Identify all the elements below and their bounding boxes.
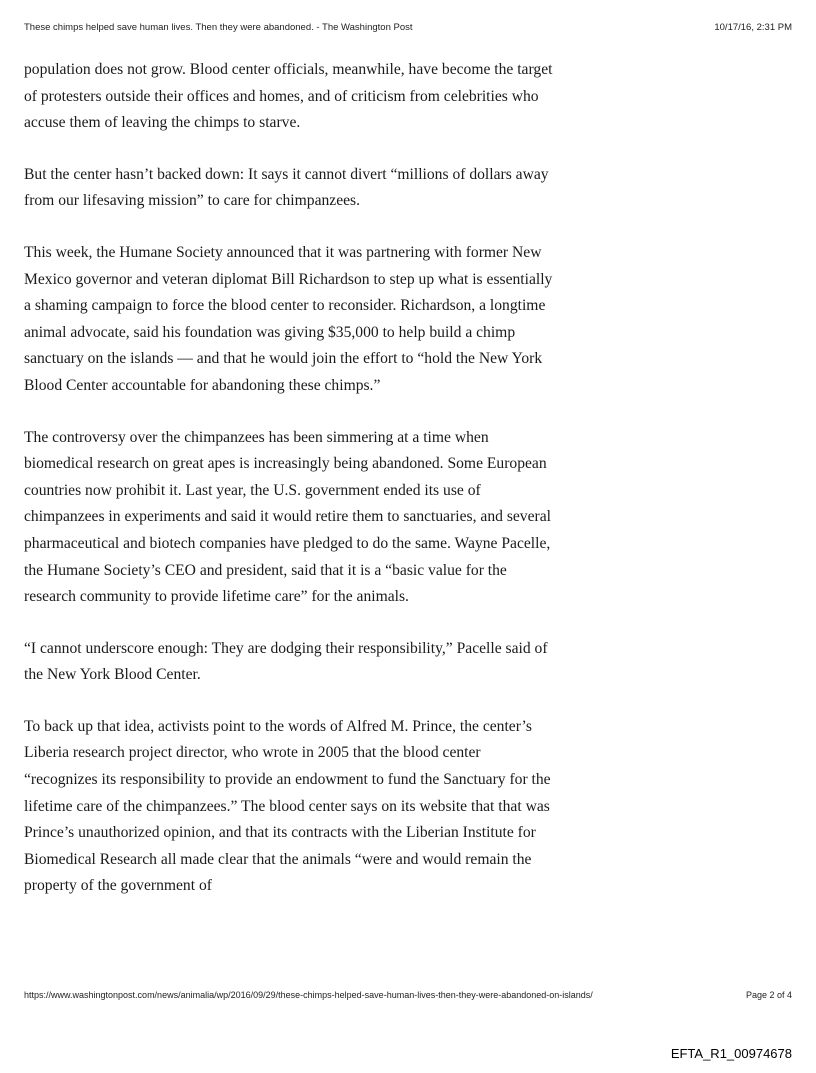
article-paragraph: To back up that idea, activists point to the words of Alfred M. Prince, the center’s Liberia research project director, who wrote in 2005 that the blood center “recognizes its responsibility to provide an endowment to fund the Sanctuary for the lifetime care of the chimpanzees.” The blood center says on its website that that was Prince’s unauthorized opinion, and that its contracts with the Liberian Institute for Biomedical Research all made clear that the animals “were and would remain the property of the government of (24, 717, 551, 895)
article-paragraph: The controversy over the chimpanzees has been simmering at a time when biomedical research on great apes is increasingly being abandoned. Some European countries now prohibit it. Last year, the U.S. government ended its use of chimpanzees in experiments and said it would retire them to sanctuaries, and several pharmaceutical and biotech companies have pledged to do the same. Wayne Pacelle, the Humane Society’s CEO and president, said that it is a “basic value for the research community to provide lifetime care” for the animals. (24, 428, 551, 606)
article-paragraph: This week, the Humane Society announced that it was partnering with former New Mexico governor and veteran diplomat Bill Richardson to step up what is essentially a shaming campaign to force the blood center to reconsider. Richardson, a longtime animal advocate, said his foundation was giving $35,000 to help build a chimp sanctuary on the islands — and that he would join the effort to “hold the New York Blood Center accountable for abandoning these chimps.” (24, 243, 553, 394)
page-number: Page 2 of 4 (745, 990, 792, 1000)
article-body (24, 57, 554, 925)
print-header-timestamp: 10/17/16, 2:31 PM (714, 22, 792, 33)
page-header (24, 22, 792, 36)
page-footer (24, 990, 792, 1004)
article-paragraph: “I cannot underscore enough: They are dodging their responsibility,” Pacelle said of the New York Blood Center. (24, 639, 548, 684)
article-paragraph: population does not grow. Blood center officials, meanwhile, have become the target of protesters outside their offices and homes, and of criticism from celebrities who accuse them of leaving the chimps to starve. (24, 61, 553, 132)
print-footer-url: https://www.washingtonpost.com/news/animalia/wp/2016/09/29/these-chimps-helped-save-human-lives-then-they-were-abandoned-on-islands/ (24, 990, 593, 1000)
document-id-stamp: EFTA_R1_00974678 (670, 1046, 792, 1061)
print-header-title: These chimps helped save human lives. Then they were abandoned. - The Washington Post (24, 22, 413, 33)
article-paragraph: But the center hasn’t backed down: It says it cannot divert “millions of dollars away from our lifesaving mission” to care for chimpanzees. (24, 165, 549, 210)
